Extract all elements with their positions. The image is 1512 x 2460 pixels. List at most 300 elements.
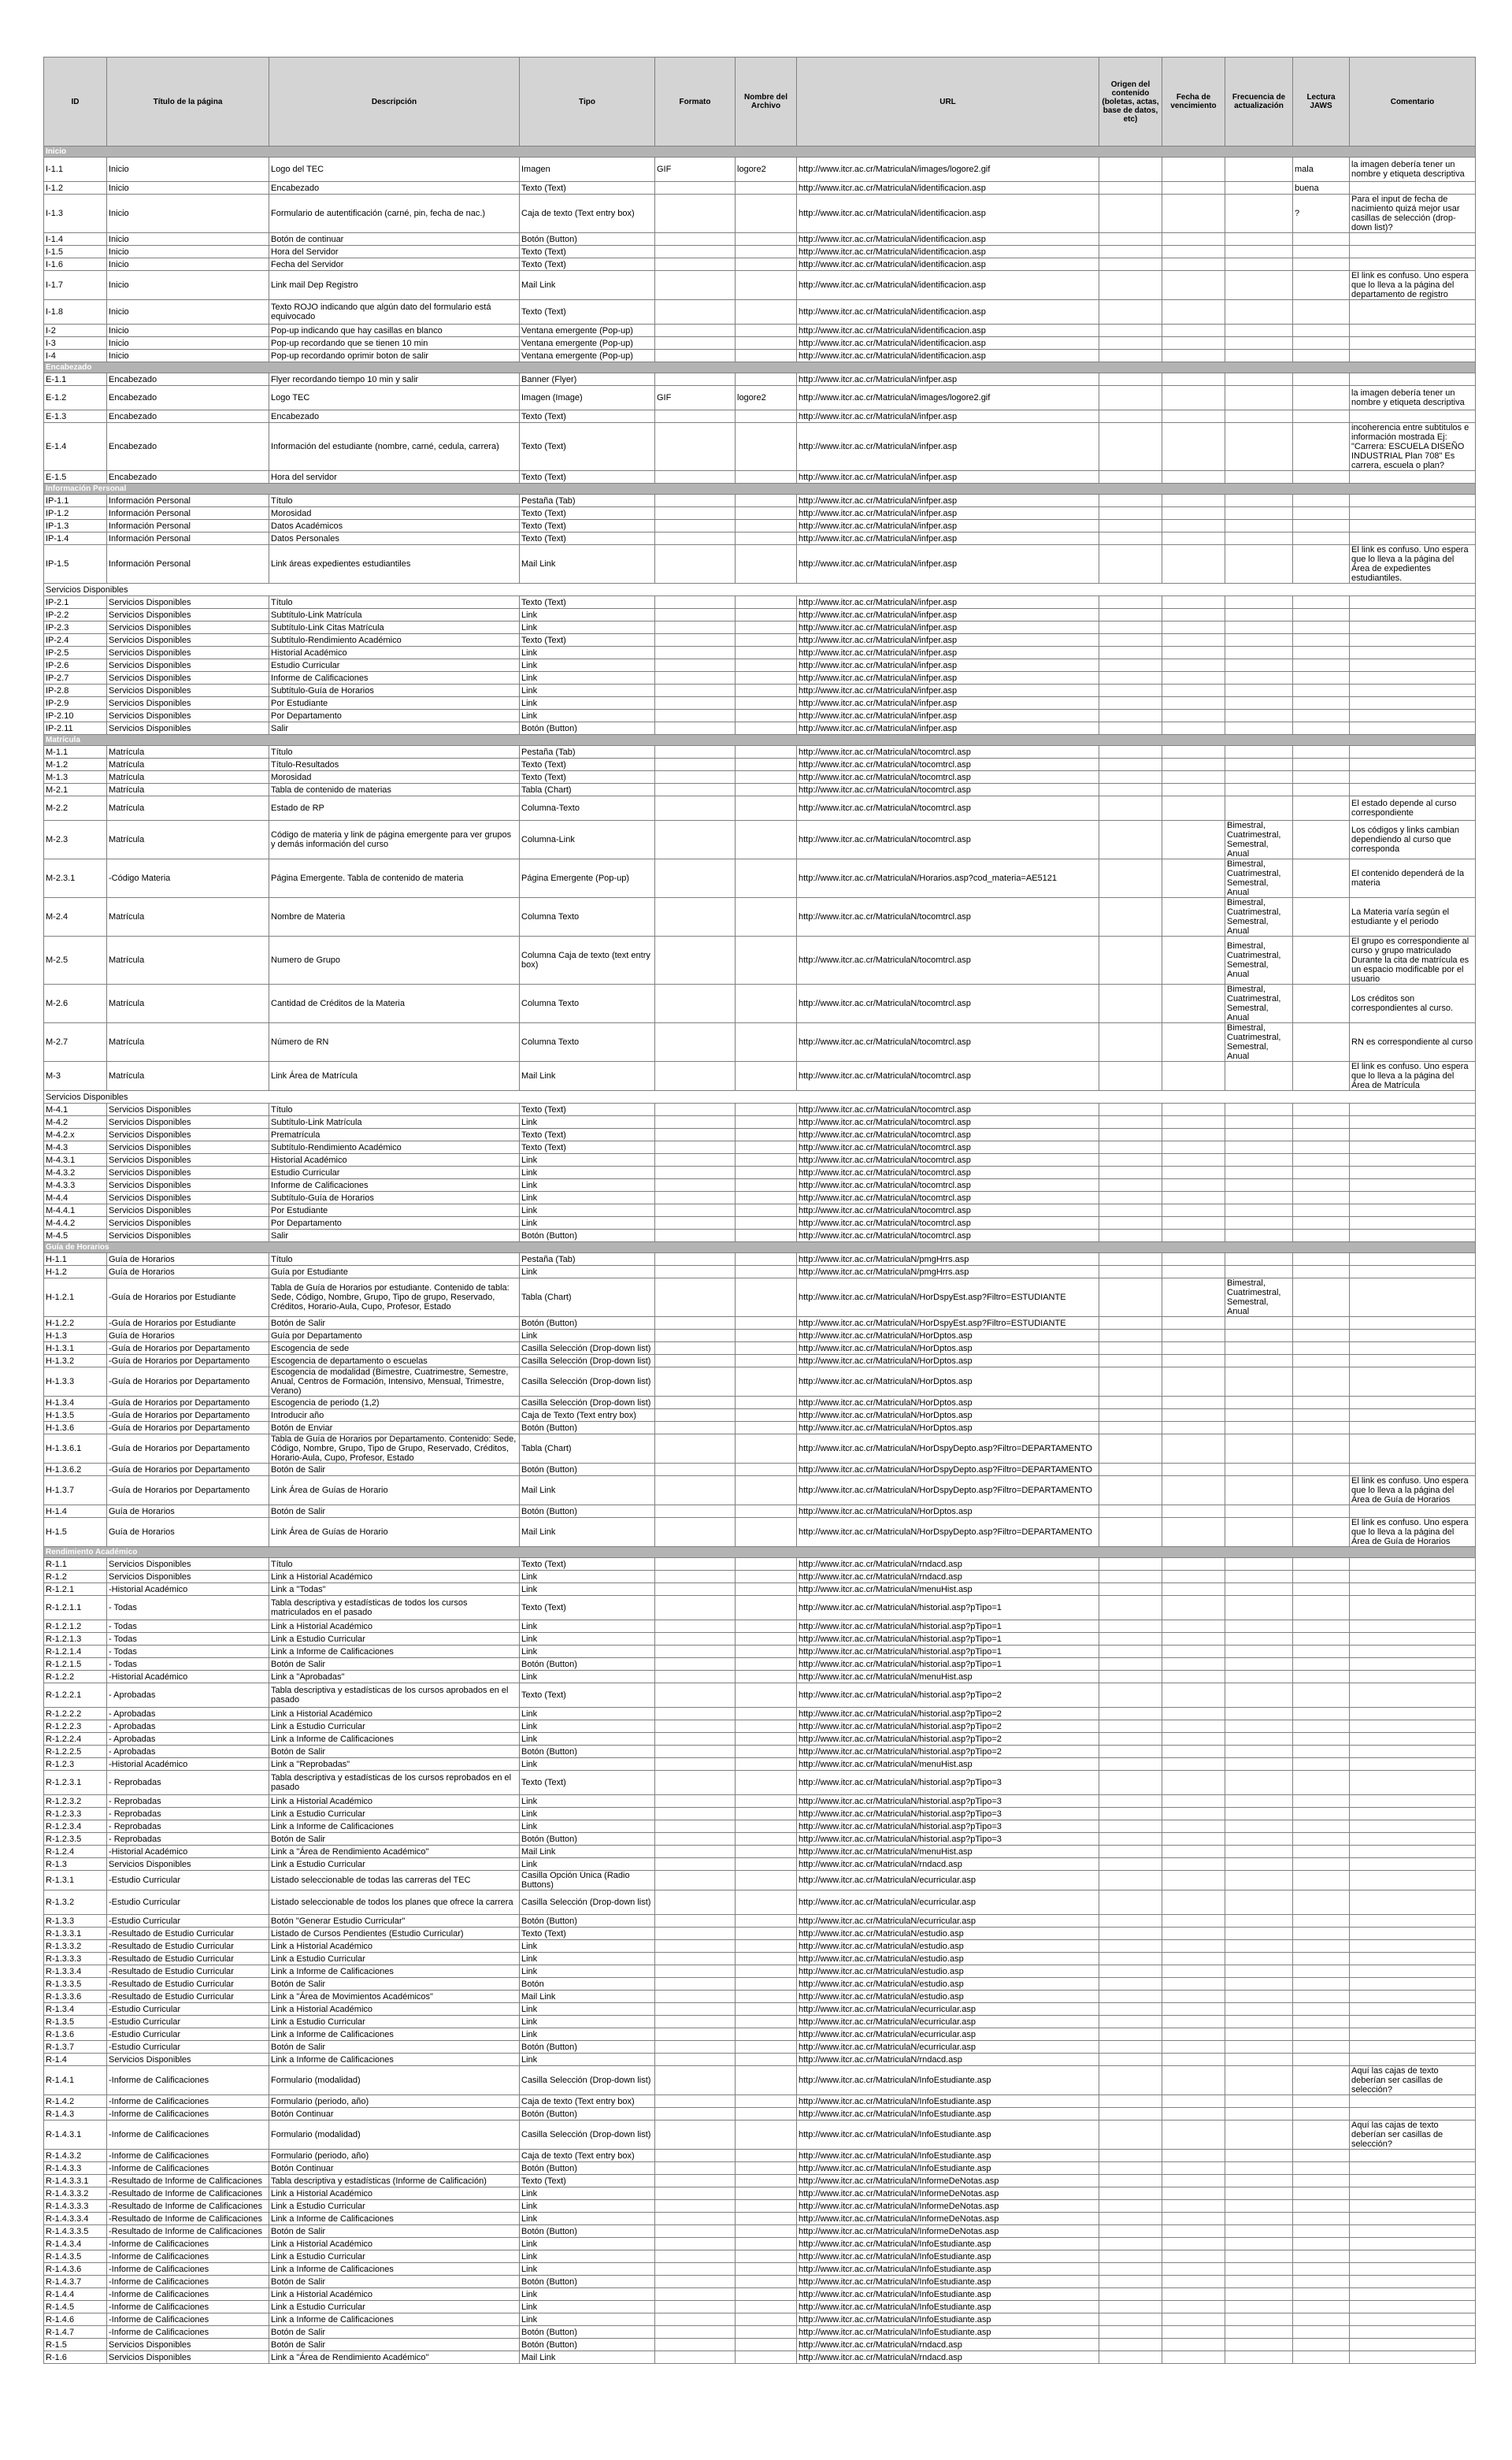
cell-format bbox=[655, 2003, 736, 2016]
table-row bbox=[44, 1846, 1476, 1858]
cell-update-frequency bbox=[1225, 1062, 1293, 1091]
cell-comment bbox=[1350, 1833, 1476, 1846]
section-row bbox=[44, 484, 1476, 495]
cell-content-origin bbox=[1099, 1434, 1162, 1464]
cell-expiry-date bbox=[1162, 784, 1225, 796]
cell-type: Link bbox=[520, 1204, 655, 1217]
cell-type: Link bbox=[520, 1583, 655, 1596]
cell-jaws-reading bbox=[1293, 796, 1350, 821]
cell-expiry-date bbox=[1162, 1558, 1225, 1571]
cell-file-name bbox=[736, 609, 797, 621]
cell-type: Link bbox=[520, 2213, 655, 2225]
cell-type: Botón (Button) bbox=[520, 1230, 655, 1242]
cell-page-title: Inicio bbox=[107, 350, 269, 362]
table-row bbox=[44, 1217, 1476, 1230]
cell-type: Botón (Button) bbox=[520, 1505, 655, 1518]
cell-id: M-4.1 bbox=[44, 1104, 107, 1116]
cell-url: http://www.itcr.ac.cr/MatriculaN/infper.asp bbox=[797, 423, 1099, 471]
cell-content-origin bbox=[1099, 471, 1162, 484]
cell-description: Link a Historial Académico bbox=[269, 2238, 520, 2250]
cell-comment bbox=[1350, 2016, 1476, 2028]
cell-url: http://www.itcr.ac.cr/MatriculaN/HorDspyEst.asp?Filtro=ESTUDIANTE bbox=[797, 1278, 1099, 1317]
cell-update-frequency bbox=[1225, 1253, 1293, 1266]
table-row bbox=[44, 2054, 1476, 2066]
cell-page-title: Servicios Disponibles bbox=[107, 596, 269, 609]
cell-file-name bbox=[736, 2339, 797, 2351]
cell-type: Link bbox=[520, 2200, 655, 2213]
cell-id: I-1.5 bbox=[44, 246, 107, 258]
cell-description: Link a Estudio Curricular bbox=[269, 1858, 520, 1871]
cell-file-name bbox=[736, 1915, 797, 1928]
cell-description: Listado de Cursos Pendientes (Estudio Curricular) bbox=[269, 1928, 520, 1940]
cell-page-title: Servicios Disponibles bbox=[107, 1204, 269, 1217]
table-row bbox=[44, 1278, 1476, 1317]
cell-page-title: Servicios Disponibles bbox=[107, 710, 269, 722]
cell-type: Botón (Button) bbox=[520, 233, 655, 246]
cell-id: M-4.2.x bbox=[44, 1129, 107, 1141]
table-body bbox=[44, 147, 1476, 2364]
cell-format bbox=[655, 2162, 736, 2175]
cell-update-frequency bbox=[1225, 258, 1293, 271]
cell-comment bbox=[1350, 1928, 1476, 1940]
cell-id: M-4.3.3 bbox=[44, 1179, 107, 1192]
cell-page-title: -Historial Académico bbox=[107, 1758, 269, 1771]
cell-content-origin bbox=[1099, 2003, 1162, 2016]
cell-comment bbox=[1350, 300, 1476, 325]
cell-content-origin bbox=[1099, 1422, 1162, 1434]
cell-jaws-reading bbox=[1293, 634, 1350, 647]
cell-url: http://www.itcr.ac.cr/MatriculaN/infper.asp bbox=[797, 507, 1099, 520]
cell-jaws-reading bbox=[1293, 1204, 1350, 1217]
cell-url: http://www.itcr.ac.cr/MatriculaN/InfoEstudiante.asp bbox=[797, 2162, 1099, 2175]
cell-content-origin bbox=[1099, 2250, 1162, 2263]
cell-file-name bbox=[736, 337, 797, 350]
cell-format bbox=[655, 609, 736, 621]
cell-content-origin bbox=[1099, 1129, 1162, 1141]
cell-id: I-1.7 bbox=[44, 271, 107, 300]
cell-content-origin bbox=[1099, 1409, 1162, 1422]
cell-description: Link Área de Guías de Horario bbox=[269, 1476, 520, 1505]
cell-format bbox=[655, 2150, 736, 2162]
cell-type: Columna Texto bbox=[520, 898, 655, 937]
cell-format bbox=[655, 1583, 736, 1596]
table-row bbox=[44, 337, 1476, 350]
cell-jaws-reading bbox=[1293, 2351, 1350, 2364]
cell-file-name bbox=[736, 2028, 797, 2041]
cell-type: Botón (Button) bbox=[520, 1464, 655, 1476]
cell-jaws-reading bbox=[1293, 1771, 1350, 1795]
table-row bbox=[44, 350, 1476, 362]
cell-jaws-reading bbox=[1293, 1266, 1350, 1278]
cell-expiry-date bbox=[1162, 596, 1225, 609]
cell-expiry-date bbox=[1162, 2028, 1225, 2041]
cell-jaws-reading bbox=[1293, 507, 1350, 520]
cell-expiry-date bbox=[1162, 796, 1225, 821]
cell-page-title: - Reprobadas bbox=[107, 1795, 269, 1808]
cell-content-origin bbox=[1099, 1167, 1162, 1179]
cell-format bbox=[655, 1858, 736, 1871]
cell-id: IP-1.4 bbox=[44, 532, 107, 545]
cell-jaws-reading bbox=[1293, 1217, 1350, 1230]
cell-id: R-1.3.3.6 bbox=[44, 1991, 107, 2003]
cell-file-name bbox=[736, 1758, 797, 1771]
cell-url: http://www.itcr.ac.cr/MatriculaN/historial.asp?pTipo=2 bbox=[797, 1733, 1099, 1746]
cell-type: Imagen (Image) bbox=[520, 386, 655, 410]
cell-file-name bbox=[736, 937, 797, 985]
cell-type: Botón bbox=[520, 1978, 655, 1991]
table-row bbox=[44, 2066, 1476, 2095]
cell-id: I-1.6 bbox=[44, 258, 107, 271]
cell-update-frequency bbox=[1225, 1154, 1293, 1167]
cell-description: Estudio Curricular bbox=[269, 1167, 520, 1179]
cell-format bbox=[655, 1217, 736, 1230]
cell-expiry-date bbox=[1162, 659, 1225, 672]
cell-id: R-1.3.1 bbox=[44, 1871, 107, 1890]
cell-jaws-reading bbox=[1293, 596, 1350, 609]
cell-jaws-reading bbox=[1293, 2263, 1350, 2276]
cell-update-frequency bbox=[1225, 1129, 1293, 1141]
table-row bbox=[44, 796, 1476, 821]
cell-content-origin bbox=[1099, 2225, 1162, 2238]
cell-type: Texto (Text) bbox=[520, 2175, 655, 2187]
cell-jaws-reading bbox=[1293, 1023, 1350, 1062]
cell-comment bbox=[1350, 1230, 1476, 1242]
cell-description: Link Área de Guías de Horario bbox=[269, 1518, 520, 1547]
cell-description: Datos Académicos bbox=[269, 520, 520, 532]
cell-type: Caja de texto (Text entry box) bbox=[520, 2150, 655, 2162]
cell-description: Link a Informe de Calificaciones bbox=[269, 2213, 520, 2225]
cell-jaws-reading bbox=[1293, 1253, 1350, 1266]
cell-update-frequency bbox=[1225, 771, 1293, 784]
cell-jaws-reading bbox=[1293, 2326, 1350, 2339]
cell-url: http://www.itcr.ac.cr/MatriculaN/historial.asp?pTipo=2 bbox=[797, 1683, 1099, 1708]
cell-expiry-date bbox=[1162, 1646, 1225, 1658]
cell-comment bbox=[1350, 1708, 1476, 1720]
cell-url: http://www.itcr.ac.cr/MatriculaN/infper.asp bbox=[797, 545, 1099, 584]
cell-update-frequency bbox=[1225, 1355, 1293, 1367]
cell-id: R-1.3.3.3 bbox=[44, 1953, 107, 1965]
cell-format bbox=[655, 2041, 736, 2054]
cell-page-title: - Aprobadas bbox=[107, 1708, 269, 1720]
table-row bbox=[44, 1253, 1476, 1266]
cell-jaws-reading bbox=[1293, 1720, 1350, 1733]
cell-file-name bbox=[736, 410, 797, 423]
cell-id: H-1.3.4 bbox=[44, 1397, 107, 1409]
cell-file-name bbox=[736, 2003, 797, 2016]
table-row bbox=[44, 2313, 1476, 2326]
cell-type: Link bbox=[520, 1266, 655, 1278]
cell-update-frequency: Bimestral, Cuatrimestral, Semestral, Anual bbox=[1225, 821, 1293, 859]
cell-type: Link bbox=[520, 621, 655, 634]
cell-id: R-1.2.1 bbox=[44, 1583, 107, 1596]
cell-type: Texto (Text) bbox=[520, 410, 655, 423]
cell-jaws-reading bbox=[1293, 1965, 1350, 1978]
cell-description: Estado de RP bbox=[269, 796, 520, 821]
cell-content-origin bbox=[1099, 410, 1162, 423]
cell-file-name bbox=[736, 1658, 797, 1671]
cell-url: http://www.itcr.ac.cr/MatriculaN/estudio.asp bbox=[797, 1965, 1099, 1978]
cell-content-origin bbox=[1099, 195, 1162, 233]
cell-description: Link a "Área de Movimientos Académicos" bbox=[269, 1991, 520, 2003]
cell-jaws-reading bbox=[1293, 2187, 1350, 2200]
cell-description: Link a "Área de Rendimiento Académico" bbox=[269, 2351, 520, 2364]
cell-url: http://www.itcr.ac.cr/MatriculaN/menuHist.asp bbox=[797, 1583, 1099, 1596]
cell-description: Introducir año bbox=[269, 1409, 520, 1422]
cell-format bbox=[655, 1129, 736, 1141]
cell-update-frequency bbox=[1225, 1583, 1293, 1596]
cell-id: R-1.4.3.3.5 bbox=[44, 2225, 107, 2238]
cell-file-name bbox=[736, 507, 797, 520]
cell-content-origin bbox=[1099, 1991, 1162, 2003]
cell-url: http://www.itcr.ac.cr/MatriculaN/InfoEstudiante.asp bbox=[797, 2301, 1099, 2313]
cell-comment bbox=[1350, 2095, 1476, 2108]
cell-jaws-reading: ? bbox=[1293, 195, 1350, 233]
cell-jaws-reading bbox=[1293, 647, 1350, 659]
cell-file-name bbox=[736, 647, 797, 659]
cell-description: Link a Estudio Curricular bbox=[269, 2016, 520, 2028]
cell-content-origin bbox=[1099, 1758, 1162, 1771]
cell-description: Escogencia de periodo (1,2) bbox=[269, 1397, 520, 1409]
cell-type: Columna Texto bbox=[520, 985, 655, 1023]
cell-page-title: Matrícula bbox=[107, 937, 269, 985]
cell-expiry-date bbox=[1162, 898, 1225, 937]
table-row bbox=[44, 2187, 1476, 2200]
cell-description: Estudio Curricular bbox=[269, 659, 520, 672]
cell-update-frequency bbox=[1225, 2095, 1293, 2108]
cell-file-name bbox=[736, 1409, 797, 1422]
table-row bbox=[44, 1583, 1476, 1596]
cell-jaws-reading bbox=[1293, 2028, 1350, 2041]
cell-file-name: logore2 bbox=[736, 386, 797, 410]
cell-url: http://www.itcr.ac.cr/MatriculaN/infper.asp bbox=[797, 495, 1099, 507]
cell-format bbox=[655, 2016, 736, 2028]
cell-description: Morosidad bbox=[269, 771, 520, 784]
cell-url: http://www.itcr.ac.cr/MatriculaN/identificacion.asp bbox=[797, 350, 1099, 362]
spreadsheet bbox=[43, 57, 1475, 2364]
cell-type: Link bbox=[520, 672, 655, 685]
cell-format bbox=[655, 596, 736, 609]
table-row bbox=[44, 1708, 1476, 1720]
cell-comment bbox=[1350, 2351, 1476, 2364]
cell-id: R-1.2.3.5 bbox=[44, 1833, 107, 1846]
cell-jaws-reading bbox=[1293, 1646, 1350, 1658]
cell-url: http://www.itcr.ac.cr/MatriculaN/pmgHrrs.asp bbox=[797, 1253, 1099, 1266]
cell-id: R-1.2.2.3 bbox=[44, 1720, 107, 1733]
subsection-row bbox=[44, 1091, 1476, 1104]
cell-type: Caja de texto (Text entry box) bbox=[520, 2095, 655, 2108]
cell-file-name bbox=[736, 1596, 797, 1620]
cell-type: Link bbox=[520, 1167, 655, 1179]
cell-update-frequency bbox=[1225, 1179, 1293, 1192]
cell-content-origin bbox=[1099, 771, 1162, 784]
cell-comment bbox=[1350, 233, 1476, 246]
cell-comment bbox=[1350, 659, 1476, 672]
cell-url: http://www.itcr.ac.cr/MatriculaN/menuHist.asp bbox=[797, 1758, 1099, 1771]
cell-url: http://www.itcr.ac.cr/MatriculaN/InfoEstudiante.asp bbox=[797, 2326, 1099, 2339]
table-row bbox=[44, 1820, 1476, 1833]
cell-comment bbox=[1350, 1266, 1476, 1278]
table-row bbox=[44, 1464, 1476, 1476]
table-row bbox=[44, 195, 1476, 233]
cell-jaws-reading bbox=[1293, 1505, 1350, 1518]
cell-file-name bbox=[736, 258, 797, 271]
cell-type: Texto (Text) bbox=[520, 1596, 655, 1620]
cell-id: R-1.4.1 bbox=[44, 2066, 107, 2095]
cell-type: Texto (Text) bbox=[520, 532, 655, 545]
cell-comment bbox=[1350, 2276, 1476, 2288]
cell-page-title: - Reprobadas bbox=[107, 1808, 269, 1820]
cell-update-frequency bbox=[1225, 182, 1293, 195]
cell-page-title: Servicios Disponibles bbox=[107, 1129, 269, 1141]
cell-content-origin bbox=[1099, 1464, 1162, 1476]
cell-expiry-date bbox=[1162, 1940, 1225, 1953]
cell-update-frequency bbox=[1225, 1397, 1293, 1409]
cell-expiry-date bbox=[1162, 859, 1225, 898]
cell-description: Botón "Generar Estudio Curricular" bbox=[269, 1915, 520, 1928]
cell-type: Botón (Button) bbox=[520, 1658, 655, 1671]
cell-page-title: -Resultado de Informe de Calificaciones bbox=[107, 2175, 269, 2187]
cell-format bbox=[655, 1179, 736, 1192]
cell-update-frequency bbox=[1225, 2120, 1293, 2150]
cell-file-name bbox=[736, 1991, 797, 2003]
cell-content-origin bbox=[1099, 659, 1162, 672]
cell-url: http://www.itcr.ac.cr/MatriculaN/infper.asp bbox=[797, 710, 1099, 722]
cell-comment bbox=[1350, 1820, 1476, 1833]
cell-description: Formulario (periodo, año) bbox=[269, 2150, 520, 2162]
cell-file-name bbox=[736, 1720, 797, 1733]
cell-type: Botón (Button) bbox=[520, 2162, 655, 2175]
cell-type: Botón (Button) bbox=[520, 2108, 655, 2120]
cell-file-name bbox=[736, 1890, 797, 1915]
cell-id: M-4.3.2 bbox=[44, 1167, 107, 1179]
cell-page-title: Servicios Disponibles bbox=[107, 697, 269, 710]
cell-jaws-reading bbox=[1293, 898, 1350, 937]
section-row bbox=[44, 1242, 1476, 1253]
cell-id: H-1.3.3 bbox=[44, 1367, 107, 1397]
cell-url: http://www.itcr.ac.cr/MatriculaN/tocomtrcl.asp bbox=[797, 1204, 1099, 1217]
cell-jaws-reading bbox=[1293, 1671, 1350, 1683]
cell-id: H-1.2.1 bbox=[44, 1278, 107, 1317]
cell-id: H-1.3.6.1 bbox=[44, 1434, 107, 1464]
cell-description: Botón de Salir bbox=[269, 1658, 520, 1671]
cell-update-frequency bbox=[1225, 2351, 1293, 2364]
cell-file-name bbox=[736, 1167, 797, 1179]
table-row bbox=[44, 271, 1476, 300]
cell-jaws-reading bbox=[1293, 1953, 1350, 1965]
cell-id: IP-2.8 bbox=[44, 685, 107, 697]
cell-content-origin bbox=[1099, 2213, 1162, 2225]
cell-type: Texto (Text) bbox=[520, 1129, 655, 1141]
header-row bbox=[44, 58, 1476, 147]
cell-jaws-reading bbox=[1293, 271, 1350, 300]
cell-content-origin bbox=[1099, 1771, 1162, 1795]
cell-page-title: -Informe de Calificaciones bbox=[107, 2162, 269, 2175]
cell-update-frequency bbox=[1225, 746, 1293, 759]
section-label: Información Personal bbox=[44, 484, 1476, 495]
cell-format bbox=[655, 1317, 736, 1330]
cell-type: Link bbox=[520, 1620, 655, 1633]
cell-expiry-date bbox=[1162, 545, 1225, 584]
cell-page-title: -Guía de Horarios por Estudiante bbox=[107, 1317, 269, 1330]
cell-expiry-date bbox=[1162, 821, 1225, 859]
cell-file-name bbox=[736, 634, 797, 647]
cell-jaws-reading bbox=[1293, 2200, 1350, 2213]
cell-comment bbox=[1350, 507, 1476, 520]
table-row bbox=[44, 1991, 1476, 2003]
cell-url: http://www.itcr.ac.cr/MatriculaN/infper.asp bbox=[797, 697, 1099, 710]
cell-jaws-reading bbox=[1293, 710, 1350, 722]
cell-jaws-reading bbox=[1293, 1833, 1350, 1846]
cell-page-title: Servicios Disponibles bbox=[107, 1192, 269, 1204]
cell-comment: RN es correspondiente al curso bbox=[1350, 1023, 1476, 1062]
cell-file-name bbox=[736, 1583, 797, 1596]
cell-page-title: Guía de Horarios bbox=[107, 1518, 269, 1547]
cell-type: Texto (Text) bbox=[520, 1771, 655, 1795]
cell-id: R-1.2 bbox=[44, 1571, 107, 1583]
cell-description: Subtítulo-Link Matrícula bbox=[269, 609, 520, 621]
cell-format bbox=[655, 373, 736, 386]
cell-update-frequency bbox=[1225, 1965, 1293, 1978]
cell-id: M-3 bbox=[44, 1062, 107, 1091]
cell-page-title: Matrícula bbox=[107, 821, 269, 859]
cell-format bbox=[655, 2066, 736, 2095]
table-row bbox=[44, 672, 1476, 685]
header-description: Descripción bbox=[269, 58, 520, 147]
cell-expiry-date bbox=[1162, 1928, 1225, 1940]
cell-content-origin bbox=[1099, 1141, 1162, 1154]
cell-page-title: Matrícula bbox=[107, 759, 269, 771]
cell-jaws-reading bbox=[1293, 545, 1350, 584]
cell-page-title: Matrícula bbox=[107, 985, 269, 1023]
cell-file-name bbox=[736, 722, 797, 735]
section-row bbox=[44, 147, 1476, 158]
cell-comment: El grupo es correspondiente al curso y grupo matriculado Durante la cita de matrícula es un espacio modificable por el usuario bbox=[1350, 937, 1476, 985]
cell-comment bbox=[1350, 2028, 1476, 2041]
cell-expiry-date bbox=[1162, 471, 1225, 484]
cell-comment: El estado depende al curso correspondiente bbox=[1350, 796, 1476, 821]
table-row bbox=[44, 1683, 1476, 1708]
cell-content-origin bbox=[1099, 1683, 1162, 1708]
cell-id: R-1.3.3.1 bbox=[44, 1928, 107, 1940]
cell-expiry-date bbox=[1162, 182, 1225, 195]
cell-content-origin bbox=[1099, 1795, 1162, 1808]
cell-format bbox=[655, 2263, 736, 2276]
cell-url: http://www.itcr.ac.cr/MatriculaN/HorDptos.asp bbox=[797, 1342, 1099, 1355]
cell-update-frequency bbox=[1225, 386, 1293, 410]
cell-id: IP-1.3 bbox=[44, 520, 107, 532]
cell-file-name bbox=[736, 1367, 797, 1397]
cell-description: Link a Informe de Calificaciones bbox=[269, 2054, 520, 2066]
cell-update-frequency bbox=[1225, 246, 1293, 258]
table-row bbox=[44, 1397, 1476, 1409]
cell-description: Tabla descriptiva y estadísticas de los cursos aprobados en el pasado bbox=[269, 1683, 520, 1708]
cell-comment bbox=[1350, 1464, 1476, 1476]
cell-format bbox=[655, 520, 736, 532]
cell-content-origin bbox=[1099, 1658, 1162, 1671]
cell-content-origin bbox=[1099, 759, 1162, 771]
cell-content-origin bbox=[1099, 647, 1162, 659]
cell-url: http://www.itcr.ac.cr/MatriculaN/tocomtrcl.asp bbox=[797, 1192, 1099, 1204]
cell-type: Botón (Button) bbox=[520, 1833, 655, 1846]
cell-jaws-reading bbox=[1293, 1978, 1350, 1991]
cell-expiry-date bbox=[1162, 710, 1225, 722]
cell-url: http://www.itcr.ac.cr/MatriculaN/ecurricular.asp bbox=[797, 1871, 1099, 1890]
cell-type: Botón (Button) bbox=[520, 2041, 655, 2054]
cell-url: http://www.itcr.ac.cr/MatriculaN/estudio.asp bbox=[797, 1928, 1099, 1940]
cell-type: Link bbox=[520, 2250, 655, 2263]
cell-type: Texto (Text) bbox=[520, 300, 655, 325]
table-row bbox=[44, 325, 1476, 337]
